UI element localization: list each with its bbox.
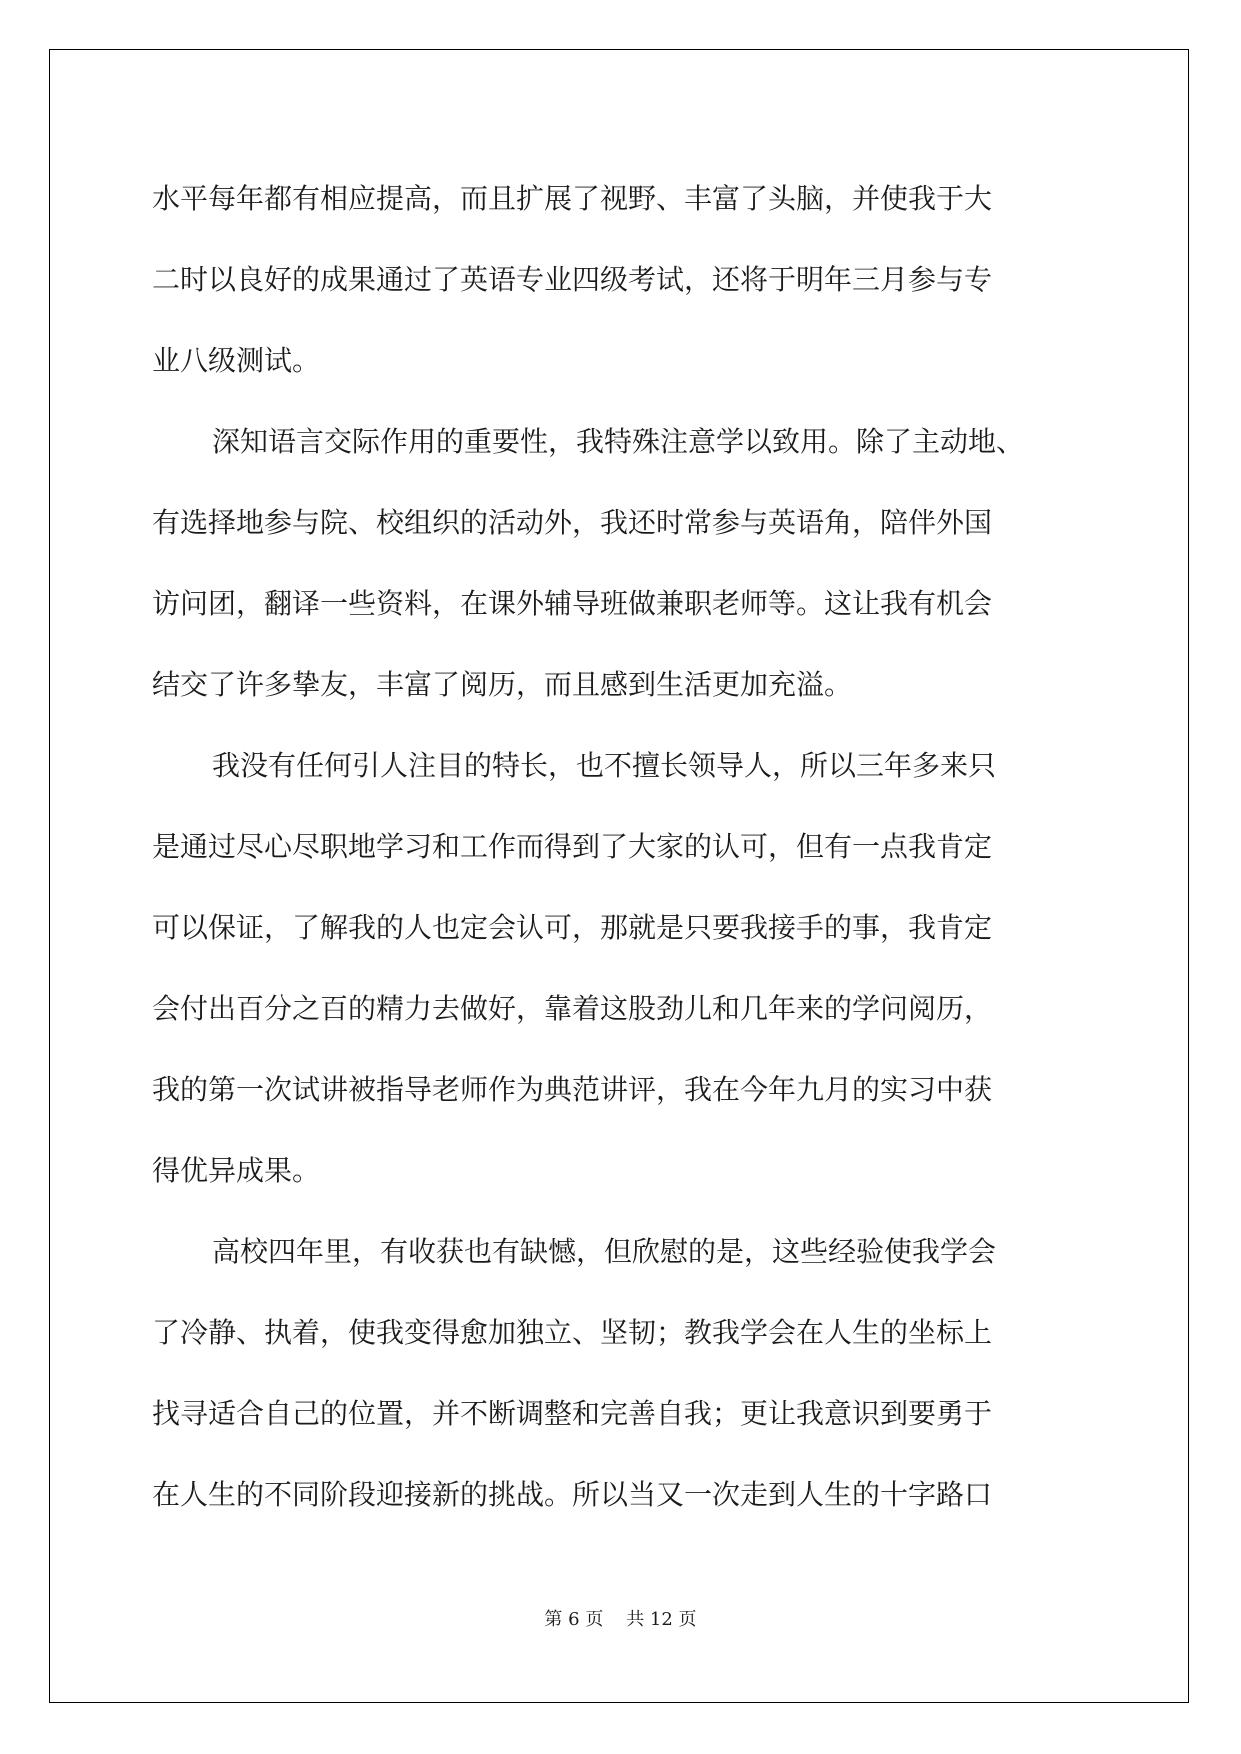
- text-line: 访问团，翻译一些资料，在课外辅导班做兼职老师等。这让我有机会: [152, 587, 993, 620]
- paragraph-start-line: 高校四年里，有收获也有缺憾，但欣慰的是，这些经验使我学会: [212, 1235, 997, 1268]
- text-line: 结交了许多挚友，丰富了阅历，而且感到生活更加充溢。: [152, 668, 853, 701]
- paragraph-start-line: 深知语言交际作用的重要性，我特殊注意学以致用。除了主动地、: [212, 425, 1025, 458]
- text-line: 了冷静、执着，使我变得愈加独立、坚韧；教我学会在人生的坐标上: [152, 1316, 993, 1349]
- page-number-footer: 第 6 页 共 12 页: [544, 1609, 697, 1630]
- text-line: 会付出百分之百的精力去做好，靠着这股劲儿和几年来的学问阅历，: [152, 992, 993, 1025]
- text-line: 业八级测试。: [152, 344, 321, 377]
- document-body: [152, 158, 1092, 1535]
- text-line: 可以保证，了解我的人也定会认可，那就是只要我接手的事，我肯定: [152, 911, 993, 944]
- text-line: 有选择地参与院、校组织的活动外，我还时常参与英语角，陪伴外国: [152, 506, 993, 539]
- text-line: 二时以良好的成果通过了英语专业四级考试，还将于明年三月参与专: [152, 263, 993, 296]
- text-line: 水平每年都有相应提高，而且扩展了视野、丰富了头脑，并使我于大: [152, 182, 993, 215]
- text-line: 找寻适合自己的位置，并不断调整和完善自我；更让我意识到要勇于: [152, 1397, 993, 1430]
- paragraph-start-line: 我没有任何引人注目的特长，也不擅长领导人，所以三年多来只: [212, 749, 997, 782]
- text-line: 得优异成果。: [152, 1154, 321, 1187]
- text-line: 在人生的不同阶段迎接新的挑战。所以当又一次走到人生的十字路口: [152, 1478, 993, 1511]
- text-line: 是通过尽心尽职地学习和工作而得到了大家的认可，但有一点我肯定: [152, 830, 993, 863]
- text-line: 我的第一次试讲被指导老师作为典范讲评，我在今年九月的实习中获: [152, 1073, 993, 1106]
